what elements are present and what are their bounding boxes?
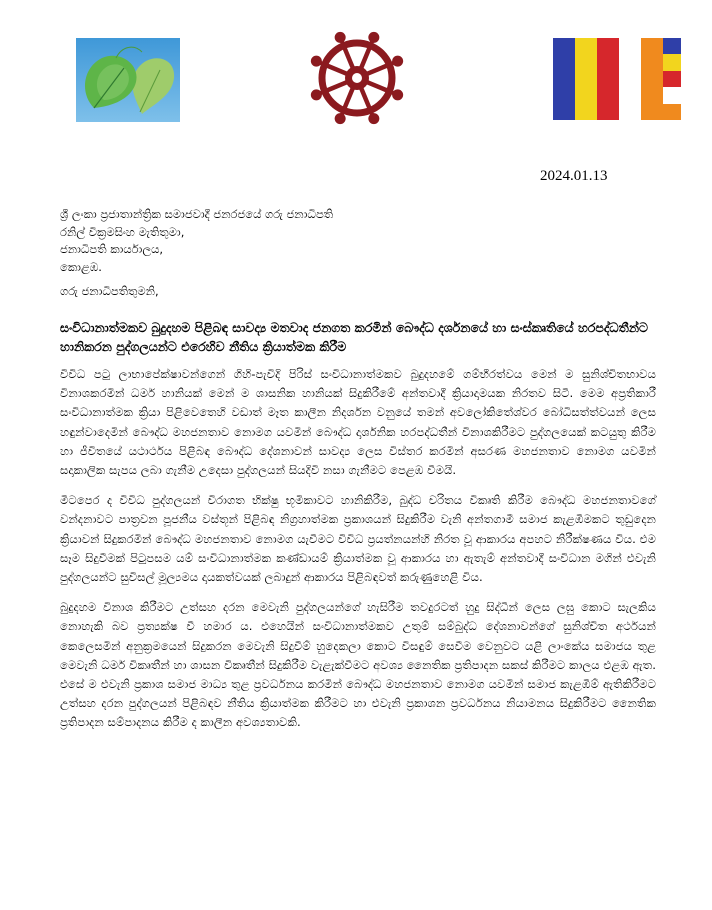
address-line: ශ්‍රී ලංකා ප්‍රජාතාන්ත්‍රික සමාජවාදී ජනරජයේ ගරු ජනාධිපති (60, 207, 334, 221)
body-paragraph: බුදුදහම විනාශ කිරීමට උත්සහ දරන මෙවැනි පුද්ගලයන්ගේ හැසිරීම තවදුරටත් හුදු සිද්ධීන් ලෙස ලඝු කොට සැලකිය නොහැකි බව ප්‍රත්‍යක්ෂ වී හමාර ය. එහෙයින් සංවිධානාත්මකව උතුම් සම්බුද්ධ දේශනාවන්ගේ සුනිශ්චිත අර්ථයන් කෙලෙසමින් අනුක්‍රමයෙන් සිදුකරන මෙවැනි සිදුවීම් හුදෙකලා කොට විසඳුම් සෙවීම වෙනුවට යළි ලාංකේය සමාජය තුළ මෙවැනි ධර්ම විකෘතීන් හා ශාසන විකෘතීන් සිදුකිරීම වැළැක්වීමට අවශ්‍ය නෛතික ප්‍රතිපාදන සකස් කිරීමට කාලය එළඹ ඇත. එසේ ම එවැනි ප්‍රකාශ සමාජ මාධ්‍ය තුළ ප්‍රවර්ධනය කරමින් බෞද්ධ මහජනතාව නොමග යවමින් සමාජ කැළඹීම් ඇතිකිරීමට උත්සහ දරන පුද්ගලයන් පිළිබඳව නීතිය ක්‍රියාත්මක කිරීමට හා එවැනි ප්‍රකාශන ප්‍රවර්ධනය නියාමනය සිදුකිරීමට නෛතික ප්‍රතිපාදන සම්පාදනය කිරීම ද කාලීන අවශ්‍යතාවකි. (60, 600, 656, 730)
address-line: ජනාධිපති කාර්යාලය, (60, 242, 164, 256)
buddhist-flag-icon (553, 38, 681, 120)
letter-date: 2024.01.13 (540, 168, 608, 184)
body-paragraph: මීටපෙර ද විවිධ පුද්ගලයන් විරාගත භික්ෂු භූමිකාවට හානිකිරීම, බුද්ධ චරිතය විකෘති කිරීම බෞද්ධ මහජනතාවගේ වන්දනාවට පාත්‍රවන පූජනීය වස්තූන් පිළිබඳ නිග්‍රහාත්මක ප්‍රකාශයන් සිදුකිරීම වැනි අන්තගාමී සමාජ කැළඹීමකට තුඩුදෙන ක්‍රියාවන් සිදුකරමින් බෞද්ධ මහජනතාව නොමග යැවීමට විවිධ ප්‍රයත්නයන්හි නිරත වූ ආකාරය අපහට නිරීක්ෂණය විය. එම සෑම සිදුවීමක් පිටුපසම යම් සංවිධානාත්මක කණ්ඩායම් ක්‍රියාත්මක වූ ආකාරය හා ඇතැම් අන්තවාදී සංවිධාන මගින් එවැනි පුද්ගලයන්ට සුවිසල් මූල්‍යමය දායකත්වයක් ලබාදුන් ආකාරය පිළිබඳවත් කරුණුහෙළි විය. (60, 493, 656, 585)
address-line: රනිල් වික්‍රමසිංහ මැතිතුමා, (60, 224, 185, 239)
dharma-wheel-icon (305, 26, 409, 130)
letter-body (60, 365, 656, 744)
recipient-address (60, 206, 333, 276)
body-paragraph: විවිධ පටු ලාභාපේක්ෂාවන්ගෙන් ගිහි-පැවිදි පිරිස් සංවිධානාත්මකව බුදුදහමේ ගම්භීරත්වය මෙන් ම සුනිශ්චිතභාවය විනාශකරමින් ධර්ම හානියක් මෙන් ම ශාසනික හානියක් සිදුකිරීමේ අන්තවාදී ක්‍රියාදාමයක නිරතව සිටී. මෙම අප්‍රතිකාරී සංවිධානාත්මක ක්‍රියා පිළිවෙතෙහි වඩාත් මෑත කාලීන නිදර්ශන වනුයේ තමන් අවලෝකිතේශ්වර බෝධිසත්ත්වයන් ලෙස හඳුන්වාදෙමින් බෞද්ධ මහජනතාව නොමග යවමින් බෞද්ධ දාර්ශනික හරපද්ධතීන් විනාශකිරීමට පුද්ගලයෙක් කටයුතු කිරීම හා ජීවිතයේ යථාර්ථය පිළිබඳ බෞද්ධ දේශනාවන් සාවද්‍ය ලෙස විස්තර කරමින් අසරණ මහජනතාව නොමග යවමින් සදාකාලික සැපය ලබා ගැනීම උදෙසා පුද්ගලයන් සියදිවි නසා ගැනීමට පෙළඹ වීමයි. (60, 367, 656, 478)
bodhi-leaf-icon (76, 38, 180, 122)
address-line: කොළඹ. (60, 259, 102, 274)
letter-subject-heading: සංවිධානාත්මකව බුදුදහම පිළිබඳ සාවද්‍ය මතවාද ජනගත කරමින් බෞද්ධ දර්ශනයේ හා සංස්කෘතියේ හරපද්ධතීන්ට හානිකරන පුද්ගලයන්ට එරෙහිව නීතිය ක්‍රියාත්මක කිරීම (60, 320, 648, 354)
salutation: ගරු ජනාධිපතිතුමනි, (60, 284, 159, 298)
